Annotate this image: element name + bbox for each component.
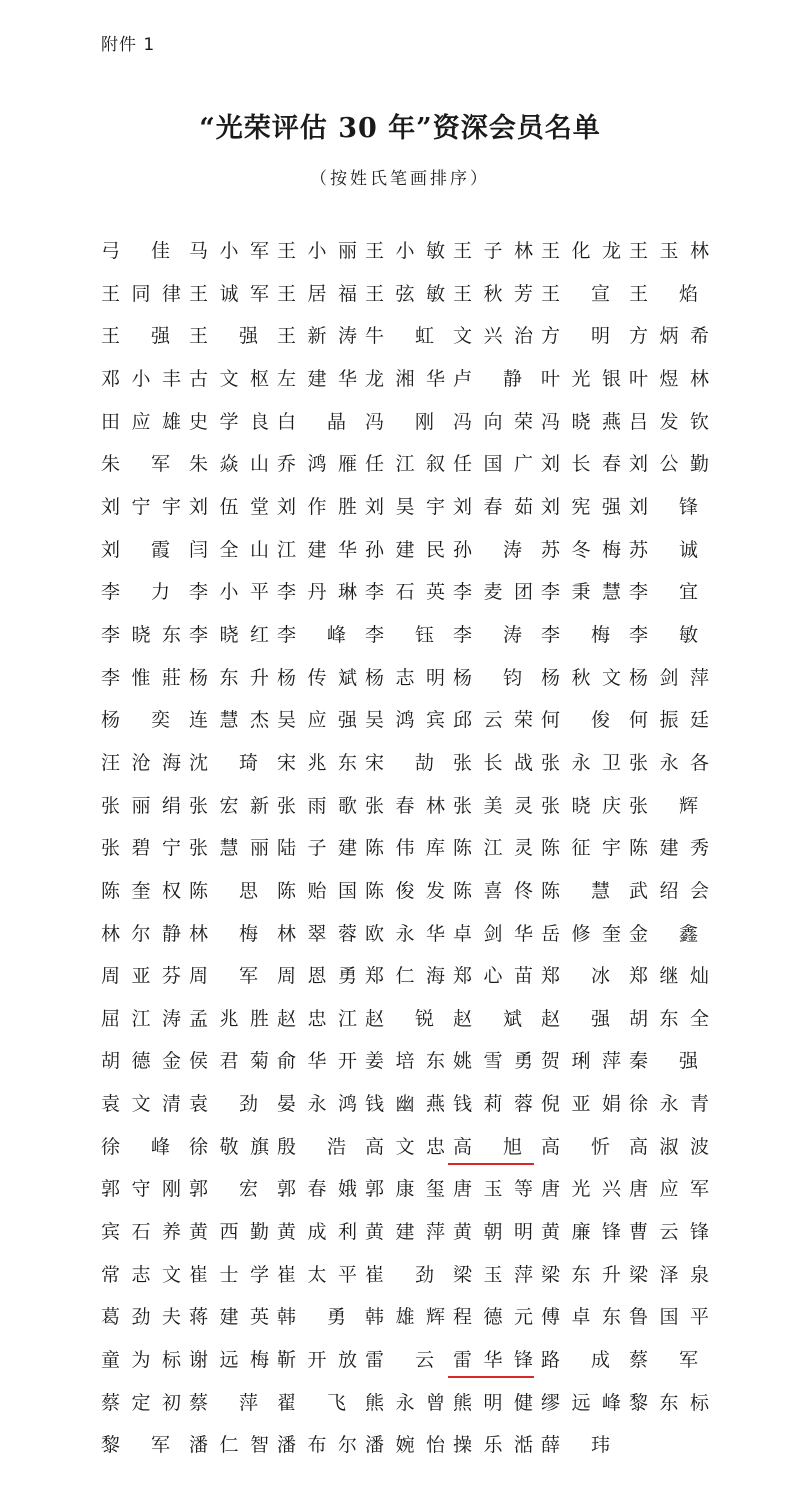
member-name: 张永各 [629,751,709,774]
member-name: 王 宣 [541,282,610,305]
member-name: 屈江涛 [101,1007,181,1030]
member-name: 潘婉怡 [365,1434,445,1457]
member-name: 李麦团 [453,581,533,604]
member-name: 邓小丰 [101,367,181,390]
member-name: 林翠蓉 [277,922,357,945]
member-name: 李小平 [189,581,269,604]
member-name: 刘宁宇 [101,495,181,518]
member-name: 王化龙 [541,240,621,262]
member-name: 操乐湉 [453,1434,533,1457]
member-name: 张宏新 [189,794,269,817]
member-name: 杨志明 [365,666,445,689]
member-name: 张雨歌 [277,794,357,817]
member-name: 唐玉等 [453,1178,533,1201]
member-name: 李 敏 [629,623,698,646]
member-name: 俞华开 [277,1050,357,1073]
member-name: 林尔静 [101,922,181,945]
member-name: 黄建萍 [365,1221,445,1244]
member-name: 晏永鸿 [277,1093,357,1116]
member-name: 张永卫 [541,751,621,774]
member-name: 黄朝明 [453,1221,533,1244]
member-name: 谢远梅 [189,1349,269,1372]
member-name: 王 焰 [629,282,698,305]
member-name: 徐永青 [629,1093,709,1116]
member-name: 陈伟库 [365,837,445,860]
member-name: 杨 奕 [101,709,170,732]
member-name: 姜培东 [365,1050,445,1073]
member-name: 陈征宇 [541,837,621,860]
member-name: 陈 思 [189,879,258,902]
member-name: 刘长春 [541,453,621,476]
member-name: 梁玉萍 [453,1263,533,1286]
member-name: 牛 虹 [365,325,434,348]
member-name: 徐敬旗 [189,1135,269,1158]
member-name: 朱 军 [101,453,170,476]
member-name: 苏 诚 [629,538,698,561]
member-name: 黄成利 [277,1221,357,1244]
member-name: 翟 飞 [277,1391,346,1414]
member-name: 张慧丽 [189,837,269,860]
member-name: 马小军 [189,240,269,262]
member-name: 周亚芬 [101,965,181,988]
member-name: 钱幽燕 [365,1093,445,1116]
member-name: 杨传斌 [277,666,357,689]
member-name: 杨 钧 [453,666,522,689]
member-name: 张晓庆 [541,794,621,817]
member-name: 傅卓东 [541,1306,621,1329]
member-name: 何振廷 [629,709,709,732]
member-name: 孙建民 [365,538,445,561]
member-name: 郑心苗 [453,965,533,988]
member-name: 黄廉锋 [541,1221,621,1244]
member-name: 郑 冰 [541,965,610,988]
member-name: 李 涛 [453,623,522,646]
member-name: 陈奎权 [101,879,181,902]
member-name: 黎 军 [101,1434,170,1457]
member-name: 刘昊宇 [365,495,445,518]
member-name: 吴鸿宾 [365,709,445,732]
member-name: 胡德金 [101,1050,181,1073]
member-name: 陈建秀 [629,837,709,860]
member-name: 左建华 [277,367,357,390]
member-name: 文兴治 [453,325,533,348]
member-name: 王弦敏 [365,282,445,305]
member-name: 蔡定初 [101,1391,181,1414]
member-name: 张美灵 [453,794,533,817]
member-name: 蒋建英 [189,1306,269,1329]
member-name: 贺琍萍 [541,1050,621,1073]
member-name: 卢 静 [453,367,522,390]
member-name: 杨东升 [189,666,269,689]
member-name: 周恩勇 [277,965,357,988]
member-name: 潘布尔 [277,1434,357,1457]
member-name: 赵忠江 [277,1007,357,1030]
member-name: 李惟莊 [101,666,181,689]
member-name: 周 军 [189,965,258,988]
member-name: 常志文 [101,1263,181,1286]
member-name: 王秋芳 [453,282,533,305]
member-name: 徐 峰 [101,1135,170,1158]
member-name: 崔 劲 [365,1263,434,1286]
member-name: 刘宪强 [541,495,621,518]
document-title: “光荣评估 30 年”资深会员名单 [199,113,601,144]
member-name: 郭 宏 [189,1178,258,1201]
member-name: 李 力 [101,581,170,604]
member-name: 王小敏 [365,240,445,262]
member-name: 张长战 [453,751,533,774]
member-name: 刘作胜 [277,495,357,518]
member-name: 胡东全 [629,1007,709,1030]
member-name: 崔士学 [189,1263,269,1286]
member-name: 方 明 [541,325,610,348]
member-name: 殷 浩 [277,1135,346,1158]
member-name: 吕发钦 [629,410,709,433]
member-name: 宾石养 [101,1221,181,1244]
member-name: 陈贻国 [277,879,357,902]
member-name: 韩雄辉 [365,1306,445,1329]
member-name: 弓 佳 [101,240,170,262]
member-name: 朱焱山 [189,453,269,476]
member-name: 何 俊 [541,709,610,732]
document-subtitle: （按姓氏笔画排序） [310,169,490,189]
member-name: 黄西勤 [189,1221,269,1244]
member-name: 杨剑萍 [629,666,709,689]
member-name: 王小丽 [277,240,357,262]
member-name: 宋 劼 [365,751,434,774]
member-name: 曹云锋 [629,1221,709,1244]
member-name: 郭康玺 [365,1178,445,1201]
member-name: 王 强 [189,325,258,348]
member-name: 乔鸿雁 [277,453,357,476]
member-name: 赵 斌 [453,1007,522,1030]
member-name: 梁东升 [541,1263,621,1286]
member-name: 汪沧海 [101,751,181,774]
member-name: 秦 强 [629,1050,698,1073]
member-name: 刘 霞 [101,538,170,561]
member-name: 缪远峰 [541,1391,621,1414]
member-name: 薛 玮 [541,1434,610,1457]
member-name: 吴应强 [277,709,357,732]
member-name: 侯君菊 [189,1050,269,1073]
member-name: 唐光兴 [541,1178,621,1201]
member-name: 王玉林 [629,240,709,262]
member-name: 苏冬梅 [541,538,621,561]
member-name: 陈江灵 [453,837,533,860]
member-name: 李石英 [365,581,445,604]
member-name: 冯 刚 [365,410,434,433]
member-name: 李丹琳 [277,581,357,604]
member-name: 连慧杰 [189,709,269,732]
member-name: 叶光银 [541,367,621,390]
member-name: 任国广 [453,453,533,476]
member-name: 李 宜 [629,581,698,604]
member-name: 任江叙 [365,453,445,476]
member-name: 金 鑫 [629,922,698,945]
member-name: 童为标 [101,1349,181,1372]
member-name: 张春林 [365,794,445,817]
member-name: 蔡 萍 [189,1391,258,1414]
member-name: 王同律 [101,282,181,305]
member-name: 雷 云 [365,1349,434,1372]
member-name: 张丽绢 [101,794,181,817]
member-name: 潘仁智 [189,1434,269,1457]
member-name: 熊明健 [453,1391,533,1414]
member-name: 韩 勇 [277,1306,346,1329]
member-name: 张碧宁 [101,837,181,860]
member-name: 蔡 军 [629,1349,698,1372]
member-name: 龙湘华 [365,367,445,390]
member-name: 李晓东 [101,623,181,646]
member-name: 陈 慧 [541,879,610,902]
member-name: 刘公勤 [629,453,709,476]
member-name: 张 辉 [629,794,698,817]
member-name: 沈 琦 [189,751,258,774]
member-name: 钱莉蓉 [453,1093,533,1116]
member-name: 冯晓燕 [541,410,621,433]
member-name: 黎东标 [629,1391,709,1414]
member-name: 高 忻 [541,1135,610,1158]
member-name: 郑继灿 [629,965,709,988]
member-name: 陈喜佟 [453,879,533,902]
member-name: 冯向荣 [453,410,533,433]
member-name: 孙 涛 [453,538,522,561]
member-name: 王 强 [101,325,170,348]
member-name: 白 晶 [277,410,346,433]
member-name: 李晓红 [189,623,269,646]
member-name: 葛劲夫 [101,1306,181,1329]
member-name: 叶煜林 [629,367,709,390]
member-name: 刘春茹 [453,495,533,518]
member-name: 姚雪勇 [453,1050,533,1073]
member-name: 卓剑华 [453,922,533,945]
member-name: 王子林 [453,240,533,262]
member-name: 倪亚娟 [541,1093,621,1116]
member-name: 方炳希 [629,325,709,348]
member-name: 杨秋文 [541,666,621,689]
attachment-label: 附件 1 [101,35,156,55]
member-name: 李秉慧 [541,581,621,604]
member-name: 梁泽泉 [629,1263,709,1286]
member-name: 邱云荣 [453,709,533,732]
member-name: 刘伍堂 [189,495,269,518]
member-name: 袁文清 [101,1093,181,1116]
member-name: 李 梅 [541,623,610,646]
member-name: 郑仁海 [365,965,445,988]
member-name: 陆子建 [277,837,357,860]
member-name: 江建华 [277,538,357,561]
member-name: 熊永曾 [365,1391,445,1414]
member-name: 赵 强 [541,1007,610,1030]
member-name: 武绍会 [629,879,709,902]
member-name: 闫全山 [189,538,269,561]
member-name: 袁 劲 [189,1093,258,1116]
member-name: 林 梅 [189,922,258,945]
member-name: 崔太平 [277,1263,357,1286]
member-name: 靳开放 [277,1349,357,1372]
member-name: 孟兆胜 [189,1007,269,1030]
member-name: 郭守刚 [101,1178,181,1201]
member-name: 王新涛 [277,325,357,348]
member-name: 古文枢 [189,367,269,390]
member-name: 高 旭 [448,1129,534,1165]
member-name: 赵 锐 [365,1007,434,1030]
member-name: 王居福 [277,282,357,305]
member-name: 路 成 [541,1349,610,1372]
member-name-grid [96,233,716,1470]
member-name: 李 峰 [277,623,346,646]
member-name: 陈俊发 [365,879,445,902]
member-name: 欧永华 [365,922,445,945]
member-name: 田应雄 [101,410,181,433]
member-name: 高文忠 [365,1135,445,1158]
member-name: 高淑波 [629,1135,709,1158]
member-name: 岳修奎 [541,922,621,945]
member-name: 刘 锋 [629,495,698,518]
member-name: 程德元 [453,1306,533,1329]
member-name: 宋兆东 [277,751,357,774]
member-name: 雷华锋 [448,1342,534,1378]
member-name: 唐应军 [629,1178,709,1201]
member-name: 李 钰 [365,623,434,646]
member-name: 王诚军 [189,282,269,305]
member-name: 郭春娥 [277,1178,357,1201]
member-name: 鲁国平 [629,1306,709,1329]
member-name: 史学良 [189,410,269,433]
